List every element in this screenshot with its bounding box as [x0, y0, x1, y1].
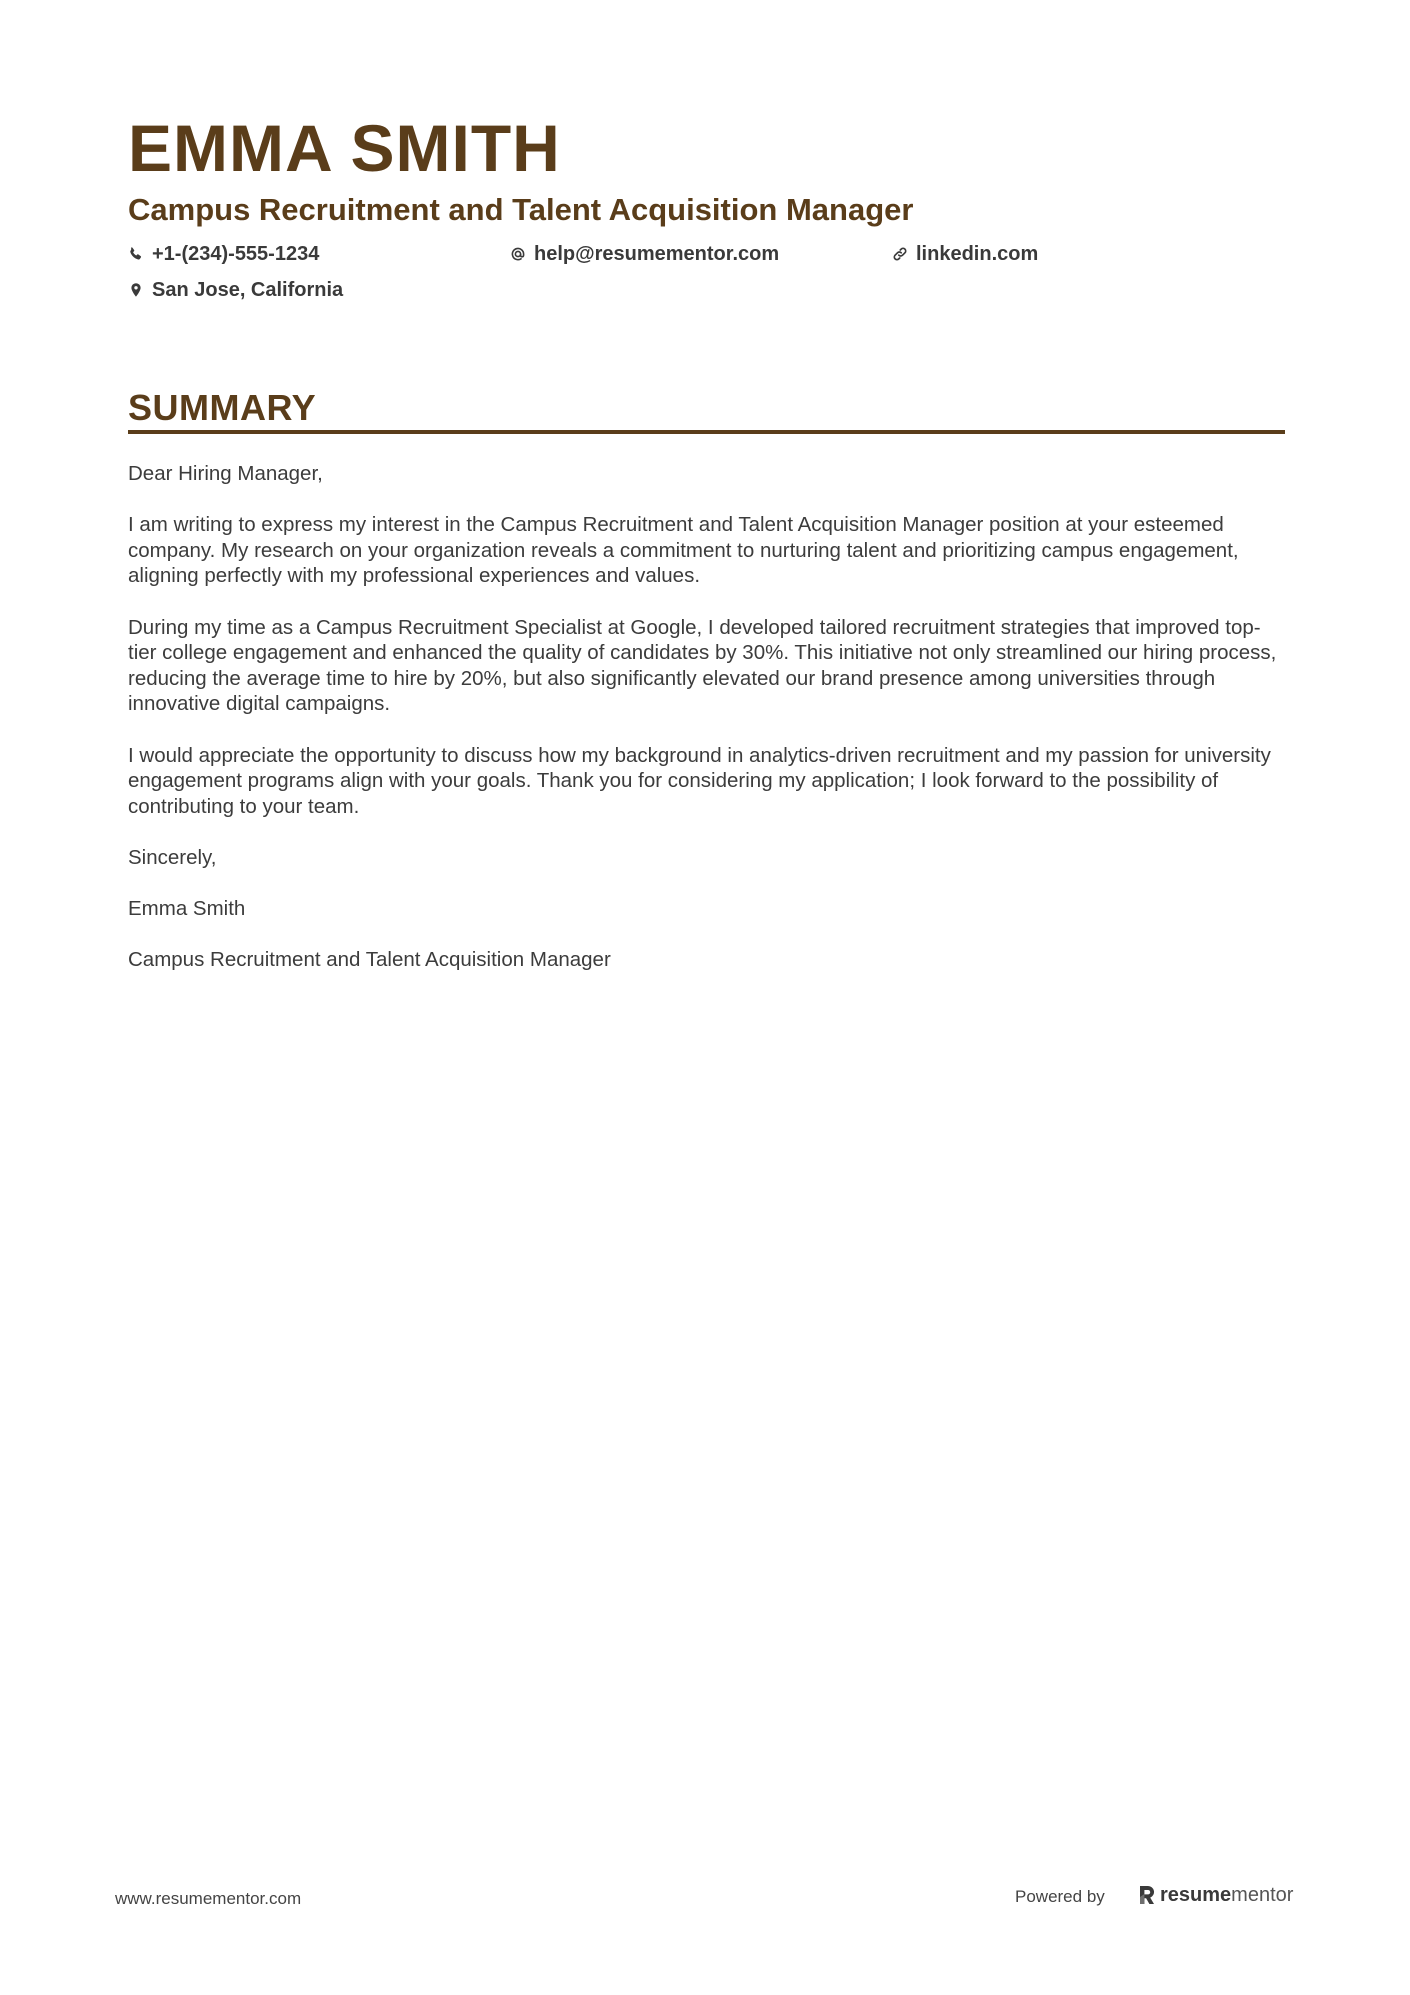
powered-by-label: Powered by	[1015, 1887, 1105, 1906]
brand-logo[interactable]	[1138, 1882, 1293, 1908]
link-icon	[892, 246, 908, 262]
letter-paragraph: I am writing to express my interest in the Campus Recruitment and Talent Acquisition Manager position at your esteemed company. My research on your organization reveals a commitment to nurturing talent and prioritizing campus engagement, aligning perfectly with my professional experiences and values.	[128, 513, 1239, 588]
letter-signature-title: Campus Recruitment and Talent Acquisition Manager	[128, 948, 611, 972]
contact-phone	[128, 240, 319, 268]
contact-phone-text: +1-(234)-555-1234	[152, 243, 320, 265]
at-icon	[510, 246, 526, 262]
letter-paragraph: During my time as a Campus Recruitment Specialist at Google, I developed tailored recruitment strategies that improved top-tier college engagement and enhanced the quality of candidates by 30%. This initiative not only streamlined our hiring process, reducing the average time to hire by 20%, but also significantly elevated our brand presence among universities through innovative digital campaigns.	[128, 615, 1277, 716]
contact-link	[892, 240, 1038, 268]
brand-name-light: mentor	[1231, 1884, 1294, 1906]
letter-body	[128, 461, 1288, 998]
candidate-headline: Campus Recruitment and Talent Acquisition Manager	[128, 192, 914, 227]
contact-location-text: San Jose, California	[152, 279, 344, 301]
letter-closing: Sincerely,	[128, 845, 217, 869]
map-pin-icon	[128, 282, 144, 298]
contact-email	[510, 240, 779, 268]
contact-email-text[interactable]: help@resumementor.com	[534, 243, 780, 265]
letter-greeting: Dear Hiring Manager,	[128, 462, 323, 485]
phone-icon	[128, 246, 144, 262]
section-divider	[128, 430, 1285, 434]
contact-link-text[interactable]: linkedin.com	[916, 243, 1039, 265]
candidate-name: EMMA SMITH	[128, 111, 561, 185]
letter-signature-name: Emma Smith	[128, 897, 246, 921]
footer-url[interactable]: www.resumementor.com	[115, 1889, 302, 1908]
letter-paragraph: I would appreciate the opportunity to discuss how my background in analytics-driven recruitment and my passion for university engagement programs align with your goals. Thank you for considering my application; I look forward to the possibility of contributing to your team.	[128, 743, 1271, 818]
brand-name-bold: resume	[1160, 1884, 1232, 1906]
contact-location	[128, 276, 343, 304]
summary-heading: SUMMARY	[128, 387, 317, 428]
resumementor-logo-icon	[1138, 1884, 1156, 1906]
